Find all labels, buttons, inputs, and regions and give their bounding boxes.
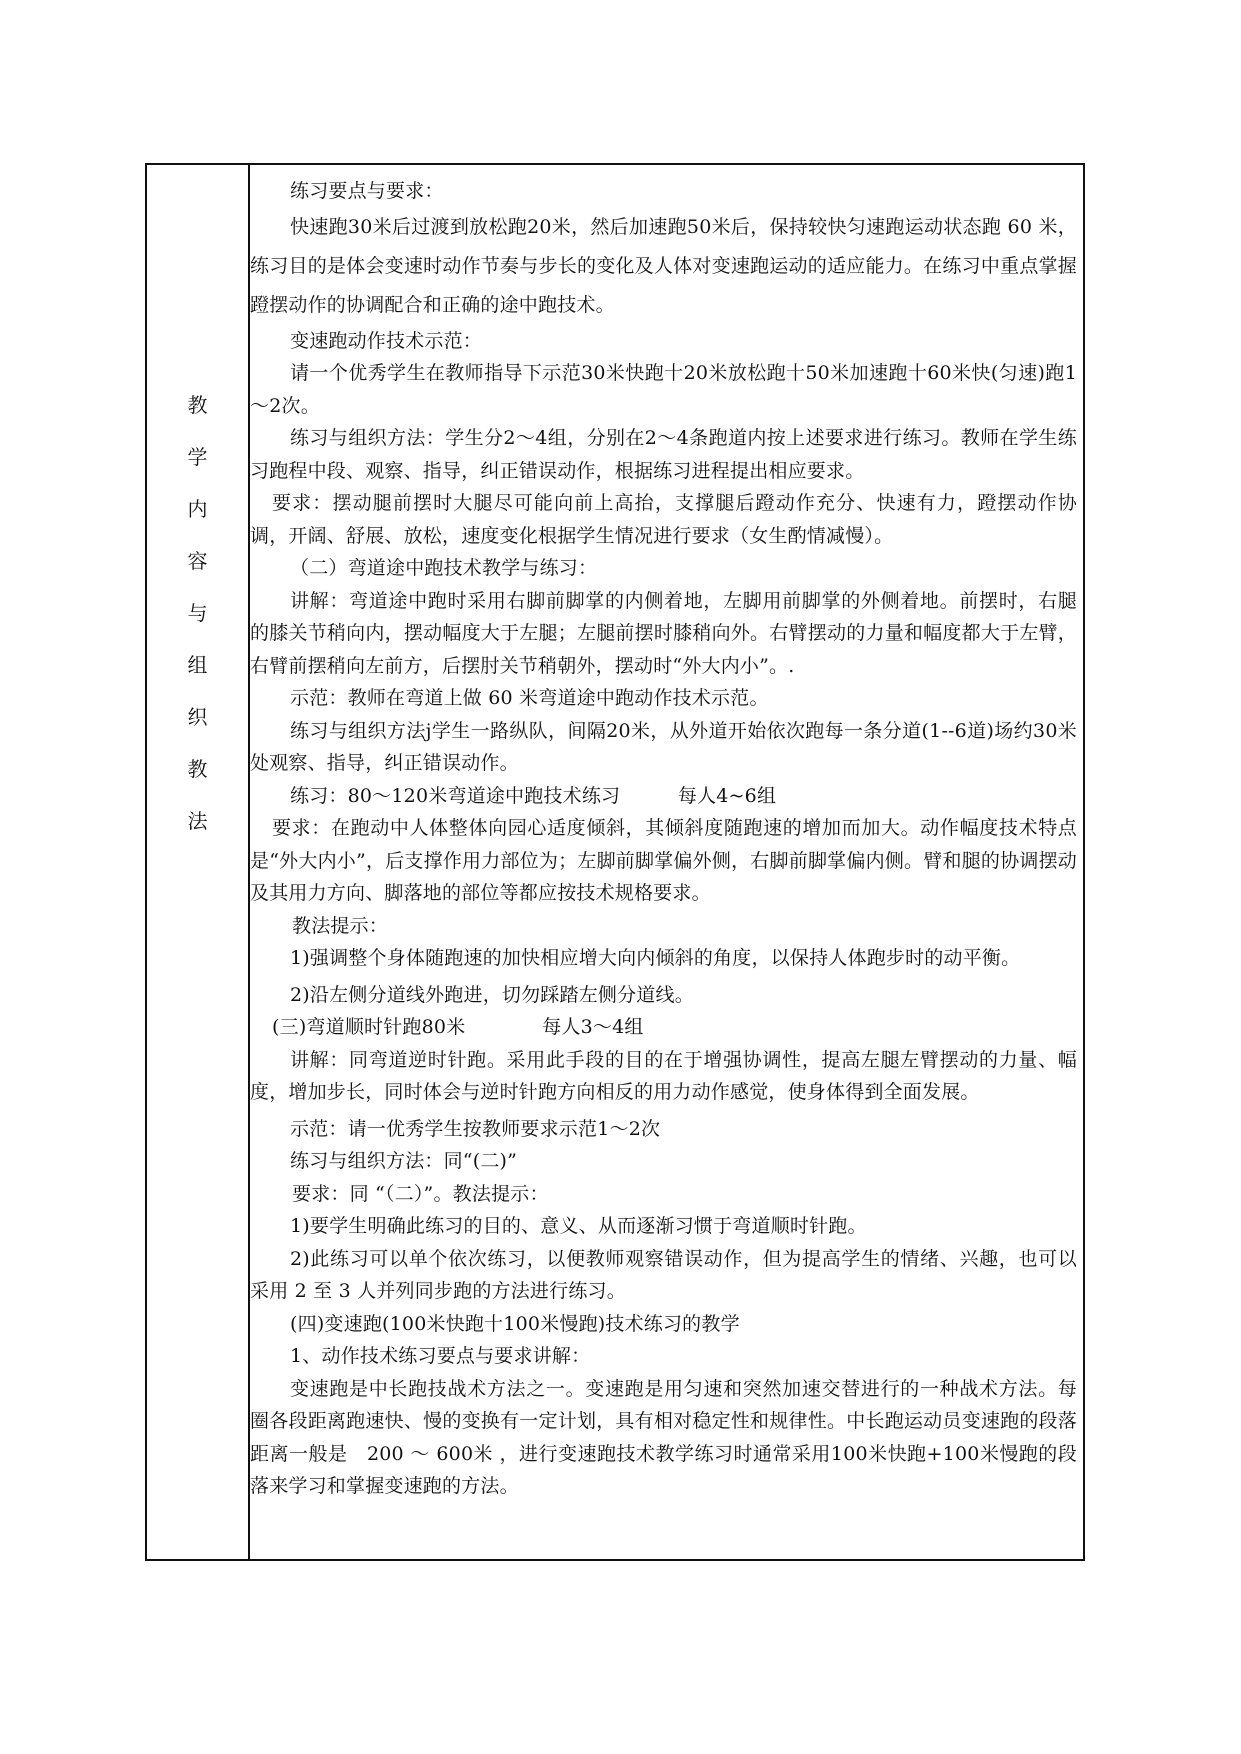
content-paragraph: 要求：摆动腿前摆时大腿尽可能向前上高抬，支撑腿后蹬动作充分、快速有力，蹬摆动作协调，开阔、舒展、放松，速度变化根据学生情况进行要求（女生酌情减慢）。 (250, 492, 1077, 547)
section-label-char: 容 (187, 549, 208, 573)
section-label-char: 教 (187, 757, 208, 781)
content-paragraph: (三)弯道顺时针跑80米 每人3～4组 (272, 1016, 644, 1038)
content-paragraph: 教法提示： (292, 914, 389, 937)
content-paragraph: 要求：同 “（二）”。教法提示： (292, 1182, 549, 1205)
content-paragraph: 变速跑动作技术示范： (290, 329, 483, 352)
section-label-char: 组 (187, 653, 208, 677)
content-paragraph: 练习与组织方法j学生一路纵队，间隔20米，从外道开始依次跑每一条分道(1--6道)场约30米处观察、指导，纠正错误动作。 (250, 719, 1077, 774)
section-label-char: 学 (187, 445, 208, 469)
lesson-content (250, 165, 1083, 1503)
content-paragraph: 快速跑30米后过渡到放松跑20米，然后加速跑50米后，保持较快匀速跑运动状态跑 60 米，练习目的是体会变速时动作节奏与步长的变化及人体对变速跑运动的适应能力。在练习中重点掌握蹬摆动作的协调配合和正确的途中跑技术。 (250, 215, 1077, 316)
content-paragraph: 2)此练习可以单个依次练习，以便教师观察错误动作，但为提高学生的情绪、兴趣，也可以采用 2 至 3 人并列同步跑的方法进行练习。 (250, 1247, 1077, 1302)
section-label-char: 与 (187, 601, 208, 625)
lesson-table (145, 163, 1085, 1561)
section-label-char: 织 (187, 705, 208, 729)
section-label-char: 教 (187, 393, 208, 417)
content-paragraph: 要求：在跑动中人体整体向园心适度倾斜，其倾斜度随跑速的增加而加大。动作幅度技术特点是“外大内小”，后支撑作用力部位为；左脚前脚掌偏外侧，右脚前脚掌偏内侧。臂和腿的协调摆动及其用力方向、脚落地的部位等都应按技术规格要求。 (250, 817, 1077, 904)
section-label (147, 393, 248, 861)
content-paragraph: 练习与组织方法：同“(二)” (290, 1150, 518, 1172)
content-paragraph: 请一个优秀学生在教师指导下示范30米快跑十20米放松跑十50米加速跑十60米快(匀速)跑1～2次。 (250, 362, 1077, 417)
section-label-char: 法 (187, 809, 208, 833)
content-paragraph: 示范：请一优秀学生按教师要求示范1～2次 (290, 1117, 661, 1140)
content-paragraph: 练习：80～120米弯道途中跑技术练习 每人4~6组 (290, 784, 777, 807)
content-paragraph: 1)要学生明确此练习的目的、意义、从而逐渐习惯于弯道顺时针跑。 (290, 1215, 867, 1237)
content-paragraph: 讲解：同弯道逆时针跑。采用此手段的目的在于增强协调性，提高左腿左臂摆动的力量、幅度，增加步长，同时体会与逆时针跑方向相反的用力动作感觉，使身体得到全面发展。 (250, 1048, 1077, 1103)
section-label-char: 内 (187, 497, 208, 521)
content-paragraph: 2)沿左侧分道线外跑进，切勿踩踏左侧分道线。 (290, 983, 694, 1006)
content-paragraph: 示范：教师在弯道上做 60 米弯道途中跑动作技术示范。 (290, 687, 769, 709)
content-paragraph: 讲解：弯道途中跑时采用右脚前脚掌的内侧着地，左脚用前脚掌的外侧着地。前摆时，右腿的膝关节稍向内，摆动幅度大于左腿；左腿前摆时膝稍向外。右臂摆动的力量和幅度都大于左臂，右臂前摆稍向左前方，后摆肘关节稍朝外，摆动时“外大内小”。. (250, 589, 1077, 677)
content-paragraph: 1、动作技术练习要点与要求讲解： (290, 1345, 591, 1367)
content-paragraph: 练习要点与要求： (290, 180, 444, 202)
content-paragraph: (四)变速跑(100米快跑十100米慢跑)技术练习的教学 (290, 1312, 740, 1335)
content-paragraph: 练习与组织方法：学生分2～4组，分别在2～4条跑道内按上述要求进行练习。教师在学生练习跑程中段、观察、指导，纠正错误动作，根据练习进程提出相应要求。 (250, 427, 1077, 482)
content-paragraph: 1)强调整个身体随跑速的加快相应增大向内倾斜的角度，以保持人体跑步时的动平衡。 (290, 947, 1021, 969)
content-paragraph: （二）弯道途中跑技术教学与练习： (290, 557, 598, 579)
content-paragraph: 变速跑是中长跑技战术方法之一。变速跑是用匀速和突然加速交替进行的一种战术方法。每圈各段距离跑速快、慢的变换有一定计划，具有相对稳定性和规律性。中长跑运动员变速跑的段落距离一般是 200 ～ 600米 ，进行变速跑技术教学练习时通常采用100米快跑+100米慢跑的段落来学习和掌握变速跑的方法。 (250, 1377, 1077, 1497)
